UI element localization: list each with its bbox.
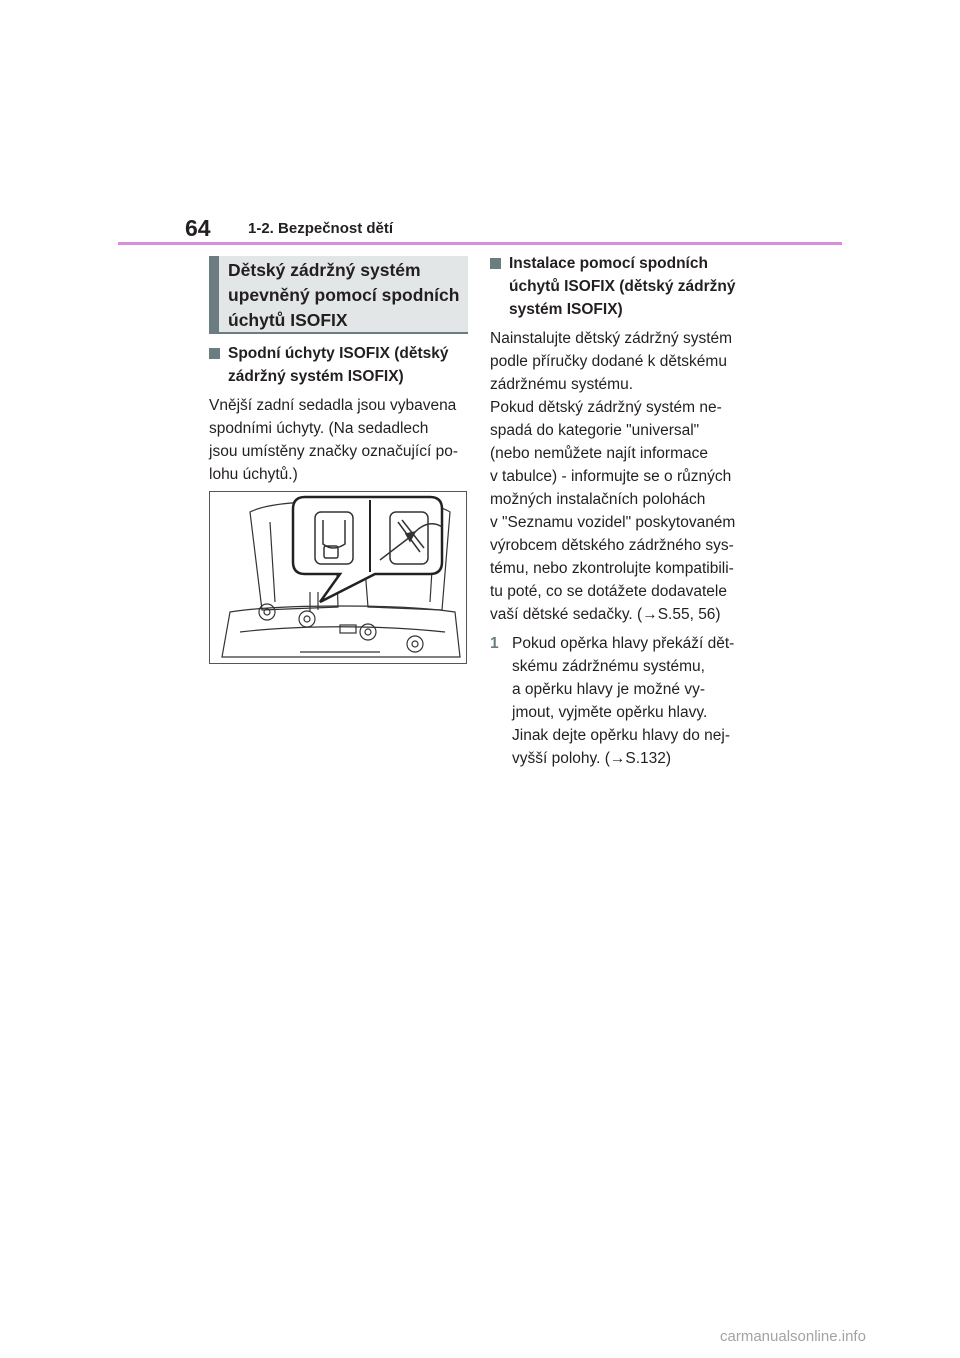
isofix-anchor-illustration bbox=[209, 491, 467, 664]
left-subheading bbox=[209, 342, 471, 388]
right-column bbox=[490, 252, 755, 770]
left-paragraph: Vnější zadní sedadla jsou vybavena spodními úchyty. (Na sedadlech jsou umístěny značky označující po- lohu úchytů.) bbox=[209, 397, 458, 483]
right-subheading bbox=[490, 252, 755, 321]
right-subheading-text: Instalace pomocí spodních úchytů ISOFIX (dětský zádržný systém ISOFIX) bbox=[509, 255, 736, 318]
header-rule bbox=[118, 242, 842, 245]
section-title: Dětský zádržný systém upevněný pomocí spodních úchytů ISOFIX bbox=[228, 260, 460, 330]
right-paragraph: Nainstalujte dětský zádržný systém podle příručky dodané k dětskému zádržnému systému. Pokud dětský zádržný systém ne- spadá do kategorie "universal" (nebo nemůžete najít informace v tabulce) - informujte se o různých možných instalačních polohách v "Seznamu vozidel" poskytovaném výrobcem dětského zádržného sys- tému, nebo zkontrolujte kompatibili- tu poté, co se dotážete dodavatele vaší dětské sedačky. (→S.55, 56) bbox=[490, 330, 736, 623]
watermark: carmanualsonline.info bbox=[720, 1328, 866, 1345]
step-text: Pokud opěrka hlavy překáží dět- skému zádržnému systému, a opěrku hlavy je možné vy- jmout, vyjměte opěrku hlavy. Jinak dejte opěrku hlavy do nej- vyšší polohy. (→S.132) bbox=[512, 635, 735, 767]
section-heading-box bbox=[209, 256, 468, 334]
step-item bbox=[490, 632, 755, 770]
left-subheading-text: Spodní úchyty ISOFIX (dětský zádržný systém ISOFIX) bbox=[228, 345, 449, 385]
square-bullet-icon bbox=[209, 348, 220, 359]
rear-seat-drawing bbox=[210, 492, 466, 663]
page-number: 64 bbox=[185, 215, 211, 241]
square-bullet-icon bbox=[490, 258, 501, 269]
left-column bbox=[209, 342, 471, 492]
step-number: 1 bbox=[490, 635, 499, 652]
chapter-title: 1-2. Bezpečnost dětí bbox=[248, 220, 394, 237]
